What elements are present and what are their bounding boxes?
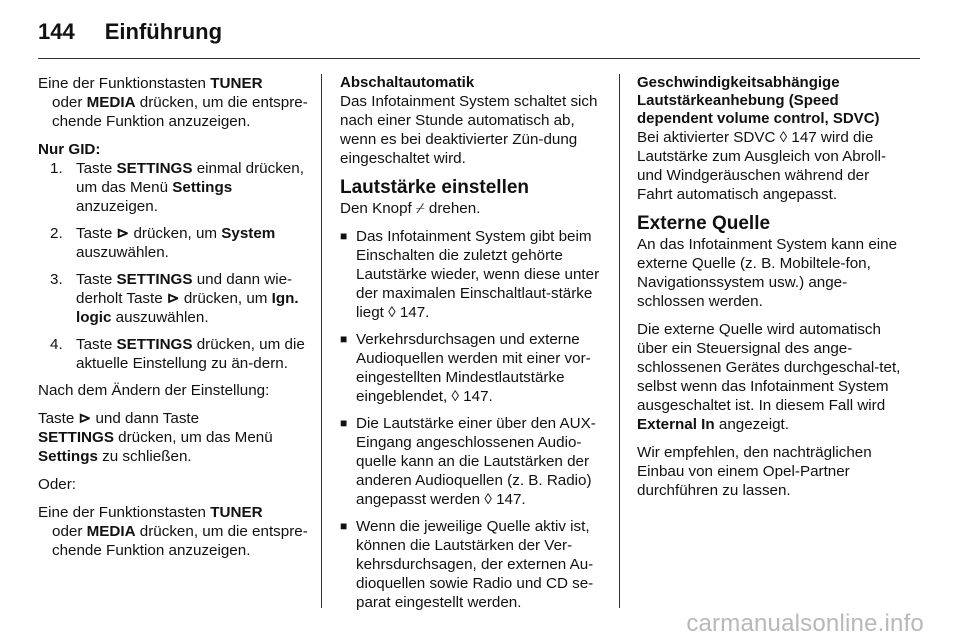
abschaltautomatik-heading: Abschaltautomatik <box>340 74 475 91</box>
sdvc-heading: Geschwindigkeitsabhängige Lautstärkeanhebung (Speed dependent volume control, SDVC) <box>637 74 880 127</box>
watermark: carmanualsonline.info <box>686 610 924 637</box>
bullet-icon: ■ <box>340 416 348 430</box>
section-heading-external-source: Externe Quelle <box>637 213 771 234</box>
gid-steps-list <box>38 159 308 373</box>
page-title: Einführung <box>104 19 223 44</box>
paragraph-oder: Oder: <box>38 476 76 493</box>
right-arrow-icon: ⊳ <box>116 225 130 242</box>
page-ref-icon: ◊ <box>779 129 788 146</box>
bullet-icon: ■ <box>340 332 348 346</box>
nur-gid-heading: Nur GID: <box>38 141 101 158</box>
page-ref-icon: ◊ <box>484 491 492 508</box>
bullet-icon: ■ <box>340 519 348 533</box>
section-heading-volume: Lautstärke einstellen <box>340 177 530 198</box>
column-divider-2 <box>619 74 620 608</box>
paragraph-after-change: Nach dem Ändern der Einstellung: <box>38 382 270 399</box>
column-3 <box>637 74 905 509</box>
media-key-label: MEDIA <box>86 94 136 111</box>
paragraph-external-auto: Die externe Quelle wird automatisch über ein Steuersignal des ange-schlossenen Gerätes durchgeschal-tet, selbst wenn das Infotainment System ausgeschaltet ist. In diesem Fall wird External In angezeigt. <box>637 321 901 433</box>
paragraph-function-keys-2: Eine der Funktionstasten TUNER oder MEDIA drücken, um die entspre-chende Funktion anzuzeigen. <box>38 504 308 559</box>
page-ref-icon: ◊ <box>451 388 459 405</box>
volume-knob-icon: ⌿ <box>415 200 425 217</box>
column-1 <box>38 74 308 569</box>
bullet-icon: ■ <box>340 229 348 243</box>
list-item: ■ Die Lautstärke einer über den AUX-Eingang angeschlossenen Audio-quelle kann an die Lautstärken der anderen Audioquellen (z. B. Radio) angepasst werden ◊ 147. <box>340 415 596 508</box>
tuner-key-label: TUNER <box>210 75 263 92</box>
list-item: 4. Taste SETTINGS drücken, um die aktuelle Einstellung zu än-dern. <box>50 336 305 372</box>
list-item: ■ Das Infotainment System gibt beim Einschalten die zuletzt gehörte Lautstärke wieder, wenn diese unter der maximalen Einschaltlaut-stärke liegt ◊ 147. <box>340 228 600 321</box>
page-ref-icon: ◊ <box>388 304 396 321</box>
page-header <box>38 16 222 48</box>
paragraph-sdvc: Bei aktivierter SDVC ◊ 147 wird die Lautstärke zum Ausgleich von Abroll- und Windgeräuschen während der Fahrt automatisch angepasst. <box>637 129 887 203</box>
header-rule <box>38 58 920 59</box>
right-arrow-icon: ⊳ <box>166 290 180 307</box>
volume-bullet-list <box>340 227 602 612</box>
list-item: 2. Taste ⊳ drücken, um System auszuwählen. <box>50 225 276 261</box>
page-number: 144 <box>38 19 75 44</box>
list-item: 1. Taste SETTINGS einmal drücken, um das Menü Settings anzuzeigen. <box>50 160 304 215</box>
external-in-label: External In <box>637 416 715 433</box>
paragraph-function-keys: Eine der Funktionstasten TUNER oder MEDIA drücken, um die entspre-chende Funktion anzuzeigen. <box>38 75 308 130</box>
column-divider-1 <box>321 74 322 608</box>
right-arrow-icon: ⊳ <box>78 410 92 427</box>
column-2 <box>340 74 602 620</box>
list-item: ■ Verkehrsdurchsagen und externe Audioquellen werden mit einer vor-eingestellten Mindestlautstärke eingeblendet, ◊ 147. <box>340 331 591 405</box>
list-item: ■ Wenn die jeweilige Quelle aktiv ist, können die Lautstärken der Ver-kehrsdurchsagen, der externen Au-dioquellen sowie Radio und CD se-parat eingestellt werden. <box>340 518 594 611</box>
paragraph-knob: Den Knopf ⌿ drehen. <box>340 200 481 217</box>
paragraph-external-connect: An das Infotainment System kann eine externe Quelle (z. B. Mobiltele-fon, Navigationssystem usw.) ange-schlossen werden. <box>637 236 898 310</box>
paragraph-recommendation: Wir empfehlen, den nachträglichen Einbau von einem Opel-Partner durchführen zu lassen. <box>637 444 872 499</box>
list-item: 3. Taste SETTINGS und dann wie-derholt Taste ⊳ drücken, um Ign. logic auszuwählen. <box>50 271 299 326</box>
paragraph-auto-off: Das Infotainment System schaltet sich nach einer Stunde automatisch ab, wenn es bei deaktivierter Zün-dung eingeschaltet wird. <box>340 93 598 167</box>
paragraph-close-menu: Taste ⊳ und dann Taste SETTINGS drücken, um das Menü Settings zu schließen. <box>38 410 273 465</box>
